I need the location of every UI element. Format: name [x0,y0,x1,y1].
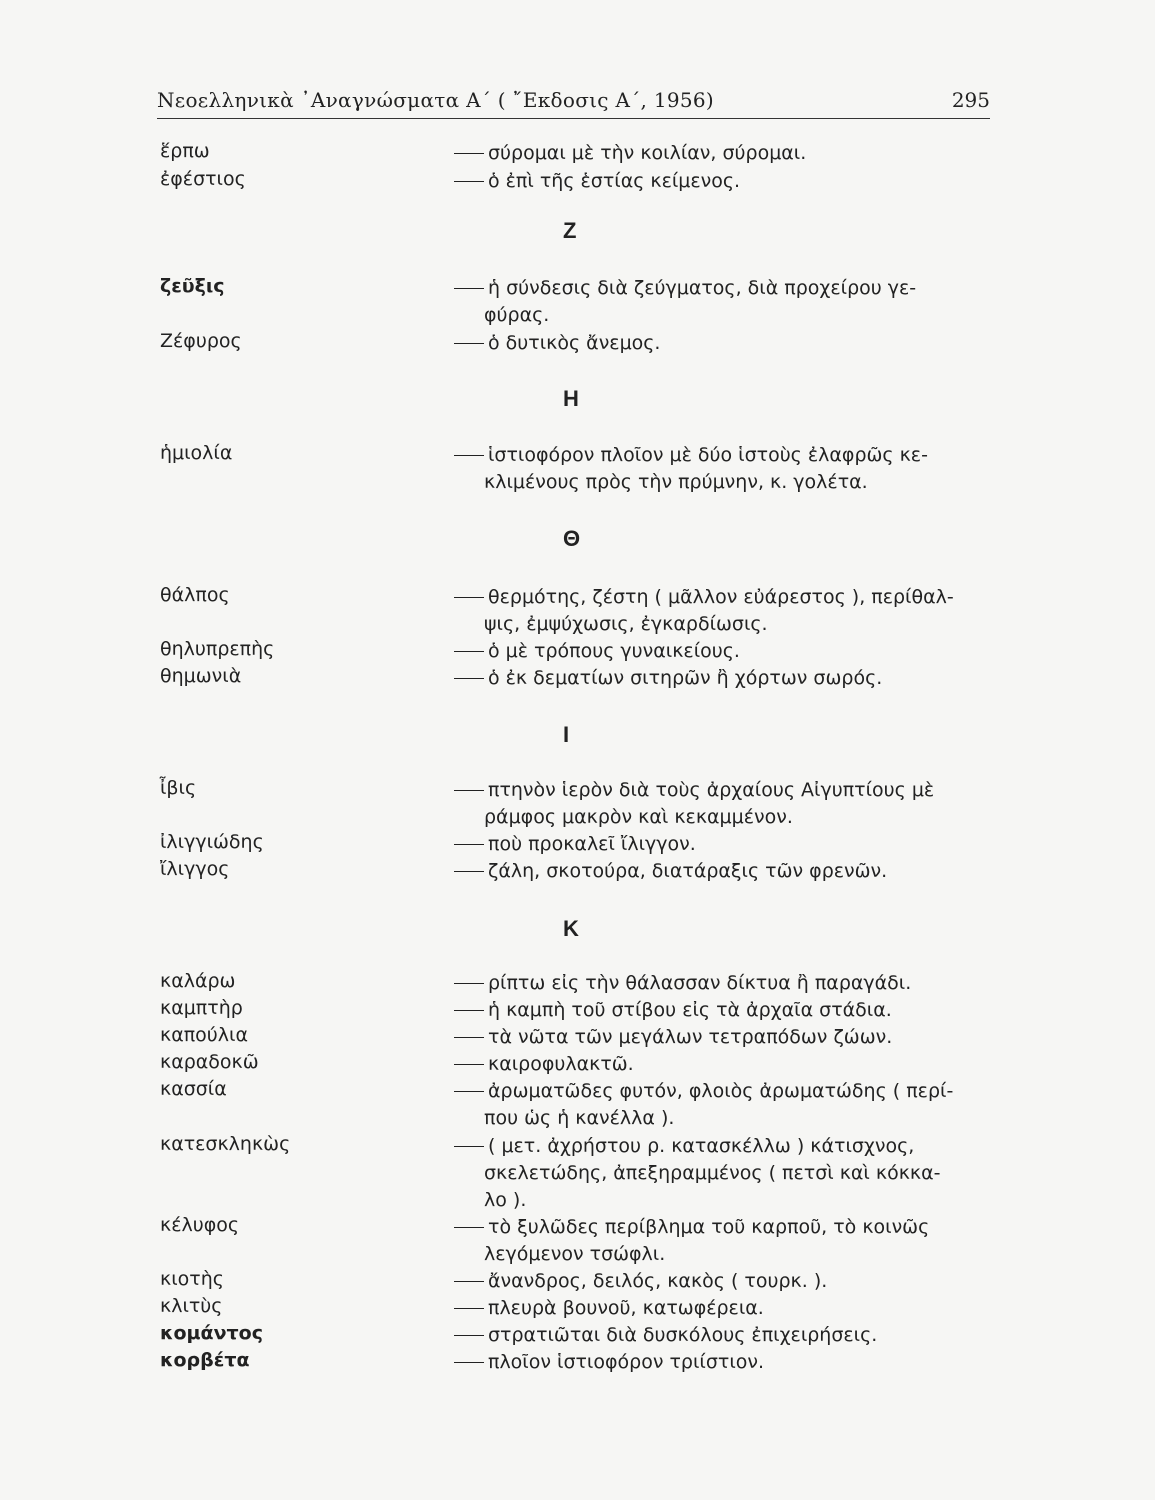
entry-definition: ἱστιοφόρον πλοῖον μὲ δύο ἱστοὺς ἐλαφρῶς κε- κλιμένους πρὸς τὴν πρύμνην, κ. γολέτα. [454,442,994,496]
entry-definition: ὁ ἐκ δεματίων σιτηρῶν ἢ χόρτων σωρός. [454,665,994,692]
section-letter: Ζ [563,218,577,243]
section-letter: Κ [563,916,579,941]
entry-term: ἴλιγγος [160,858,230,880]
entry-definition: στρατιῶται διὰ δυσκόλους ἐπιχειρήσεις. [454,1322,994,1349]
entry-definition: ρίπτω εἰς τὴν θάλασσαν δίκτυα ἢ παραγάδι. [454,970,994,997]
entry-term: ἰλιγγιώδης [160,831,264,853]
entry-definition: ἀρωματῶδες φυτόν, φλοιὸς ἀρωματώδης ( περί- που ὡς ἡ κανέλλα ). [454,1078,994,1132]
entry-definition: ἡ καμπὴ τοῦ στίβου εἰς τὰ ἀρχαῖα στάδια. [454,997,994,1024]
page-header [157,86,990,119]
entry-term: κατεσκληκὼς [160,1133,291,1155]
entry-definition: ἡ σύνδεσις διὰ ζεύγματος, διὰ προχείρου γε- φύρας. [454,275,994,329]
page-number: 295 [951,88,990,112]
section-letter: Η [563,386,579,411]
entry-definition: ἄνανδρος, δειλός, κακὸς ( τουρκ. ). [454,1268,994,1295]
entry-term: ἐφέστιος [160,168,246,190]
entry-term: θάλπος [160,584,230,606]
entry-definition: σύρομαι μὲ τὴν κοιλίαν, σύρομαι. [454,140,994,167]
entry-definition: ὁ μὲ τρόπους γυναικείους. [454,638,994,665]
entry-term: καλάρω [160,970,236,992]
entry-definition: ὁ δυτικὸς ἄνεμος. [454,330,994,357]
entry-term: θηλυπρεπὴς [160,638,275,660]
section-letter: Ι [563,722,570,747]
entry-term: καραδοκῶ [160,1051,259,1073]
entry-definition: τὰ νῶτα τῶν μεγάλων τετραπόδων ζώων. [454,1024,994,1051]
entry-definition: πλευρὰ βουνοῦ, κατωφέρεια. [454,1295,994,1322]
entry-term: κορβέτα [160,1349,250,1371]
entry-term: ἡμιολία [160,442,233,464]
entry-term: καμπτὴρ [160,997,243,1019]
entry-definition: ( μετ. ἀχρήστου ρ. κατασκέλλω ) κάτισχνος, σκελετώδης, ἀπεξηραμμένος ( πετσὶ καὶ κόκκα- λο ). [454,1133,994,1214]
entry-definition: πλοῖον ἱστιοφόρον τριίστιον. [454,1349,994,1376]
entry-definition: ὁ ἐπὶ τῆς ἑστίας κείμενος. [454,168,994,195]
entry-term: ἕρπω [160,140,210,162]
entry-definition: ποὺ προκαλεῖ ἴλιγγον. [454,831,994,858]
section-letter: Θ [563,526,581,551]
entry-definition: καιροφυλακτῶ. [454,1051,994,1078]
entry-term: Ζέφυρος [160,330,242,352]
entry-definition: ζάλη, σκοτούρα, διατάραξις τῶν φρενῶν. [454,858,994,885]
entry-term: κλιτὺς [160,1295,223,1317]
entry-definition: τὸ ξυλῶδες περίβλημα τοῦ καρποῦ, τὸ κοινῶς λεγόμενον τσώφλι. [454,1214,994,1268]
running-title: Νεοελληνικὰ ᾿Αναγνώσματα Α΄ ( ῎Εκδοσις Α΄, 1956) [157,88,715,112]
entry-term: ζεῦξις [160,275,225,297]
entry-term: κομάντος [160,1322,263,1344]
entry-term: κιοτὴς [160,1268,224,1290]
entry-term: κασσία [160,1078,227,1100]
entry-term: καπούλια [160,1024,248,1046]
entry-term: ἶβις [160,777,197,799]
entry-definition: θερμότης, ζέστη ( μᾶλλον εὐάρεστος ), περίθαλ- ψις, ἐμψύχωσις, ἐγκαρδίωσις. [454,584,994,638]
entry-definition: πτηνὸν ἱερὸν διὰ τοὺς ἀρχαίους Αἰγυπτίους μὲ ράμφος μακρὸν καὶ κεκαμμένον. [454,777,994,831]
entry-term: θημωνιὰ [160,665,242,687]
entry-term: κέλυφος [160,1214,240,1236]
